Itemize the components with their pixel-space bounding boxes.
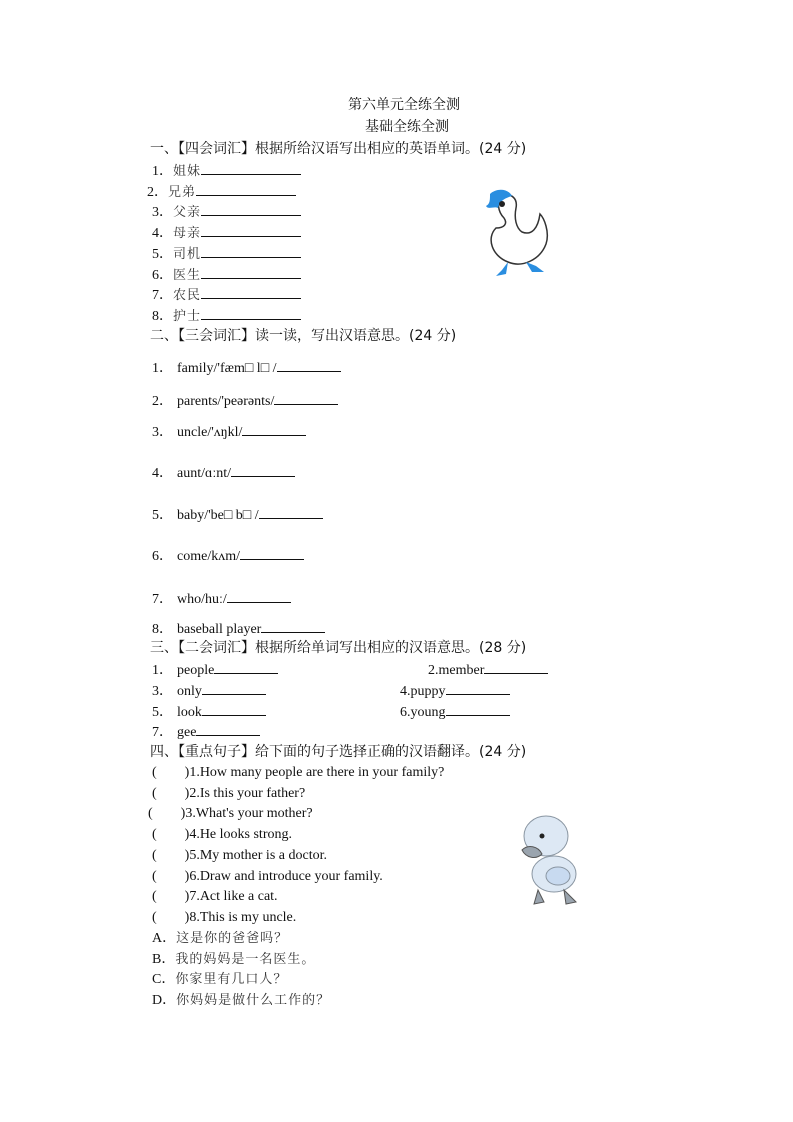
list-item: [152, 422, 306, 442]
list-item: [152, 722, 260, 742]
answer-blank[interactable]: [201, 244, 301, 258]
answer-blank[interactable]: [446, 681, 510, 695]
item-number: 7．: [152, 592, 173, 607]
option-text: 你家里有几口人？: [175, 972, 288, 988]
item-number: 3．: [152, 205, 173, 221]
list-item: [152, 505, 323, 525]
list-item: [152, 702, 266, 722]
answer-blank[interactable]: [201, 202, 301, 216]
item-word: 父亲: [173, 205, 202, 221]
item-word: come/kʌm/: [177, 549, 240, 564]
list-item: [152, 589, 291, 609]
section2-heading: 二、【三会词汇】读一读，写出汉语意思。(24 分): [150, 328, 457, 344]
section4-heading: 四、【重点句子】给下面的句子选择正确的汉语翻译。(24 分): [150, 744, 527, 760]
item-number: 6．: [152, 549, 173, 564]
item-word: gee: [177, 725, 197, 740]
item-number: 4．: [152, 226, 173, 242]
answer-blank[interactable]: [201, 306, 301, 320]
item-word: only: [177, 684, 202, 699]
item-word: 姐妹: [173, 164, 202, 179]
answer-blank[interactable]: [214, 660, 278, 674]
duck-illustration-blue: [482, 188, 554, 284]
item-word: baby/'be□ b□ /: [177, 508, 259, 523]
answer-blank[interactable]: [274, 391, 338, 405]
list-item: [428, 660, 548, 680]
option-text: 这是你的爸爸吗？: [176, 931, 289, 946]
answer-blank[interactable]: [242, 422, 306, 436]
item-word: 农民: [173, 288, 202, 304]
list-item: [152, 681, 266, 701]
item-number: 8．: [152, 622, 173, 637]
sentence-item: ( )1.How many people are there in your family?: [152, 765, 445, 780]
option-letter: B．: [152, 951, 176, 967]
list-item: [152, 202, 301, 222]
answer-blank[interactable]: [202, 681, 266, 695]
section3-heading: 三、【二会词汇】根据所给单词写出相应的汉语意思。(28 分): [150, 640, 527, 656]
item-word: family/'fæm□ l□ /: [177, 361, 277, 376]
item-word: 医生: [173, 267, 202, 283]
list-item: [152, 161, 301, 181]
list-item: [400, 702, 510, 722]
item-number: 5．: [152, 508, 173, 523]
item-word: parents/'peərənts/: [177, 394, 275, 409]
page-subtitle: 基础全练全测: [365, 119, 449, 135]
option-item: [152, 992, 330, 1010]
item-word: 4.puppy: [400, 684, 446, 699]
option-letter: A．: [152, 931, 177, 946]
item-word: uncle/'ʌŋkl/: [177, 425, 243, 440]
item-number: 8．: [152, 308, 173, 324]
item-number: 5．: [152, 705, 173, 720]
option-text: 我的妈妈是一名医生。: [175, 951, 316, 967]
answer-blank[interactable]: [202, 702, 266, 716]
item-word: 6.young: [400, 705, 446, 720]
answer-blank[interactable]: [446, 702, 510, 716]
list-item: [400, 681, 510, 701]
item-word: 兄弟: [168, 184, 197, 200]
list-item: [147, 182, 296, 202]
answer-blank[interactable]: [201, 265, 301, 279]
item-number: 5．: [152, 246, 173, 262]
list-item: [152, 285, 301, 305]
item-number: 7．: [152, 288, 173, 304]
option-item: [152, 971, 287, 989]
item-word: people: [177, 663, 215, 678]
sentence-item: ( )5.My mother is a doctor.: [152, 847, 327, 863]
sentence-item: ( )8.This is my uncle.: [152, 909, 297, 925]
list-item: [152, 265, 301, 285]
list-item: [152, 306, 301, 326]
answer-blank[interactable]: [259, 505, 323, 519]
sentence-item: ( )2.Is this your father?: [152, 785, 306, 801]
list-item: [152, 358, 341, 378]
option-text: 你妈妈是做什么工作的？: [176, 993, 331, 1009]
option-letter: D．: [152, 993, 177, 1009]
list-item: [152, 546, 304, 566]
item-word: look: [177, 705, 202, 720]
section1-heading: 一、【四会词汇】根据所给汉语写出相应的英语单词。(24 分): [150, 141, 527, 157]
item-number: 7．: [152, 725, 173, 740]
list-item: [152, 660, 278, 680]
duck-illustration-grey: [518, 814, 580, 906]
item-word: aunt/ɑːnt/: [177, 466, 231, 481]
list-item: [152, 463, 295, 483]
item-word: 母亲: [173, 226, 202, 242]
item-number: 3．: [152, 425, 173, 440]
item-number: 2．: [152, 394, 173, 409]
item-number: 4．: [152, 466, 173, 481]
sentence-item: ( )7.Act like a cat.: [152, 889, 278, 905]
option-letter: C．: [152, 972, 176, 988]
item-word: baseball player: [177, 622, 262, 637]
answer-blank[interactable]: [196, 722, 260, 736]
list-item: [152, 391, 338, 411]
sentence-item: ( )4.He looks strong.: [152, 827, 292, 843]
item-number: 2．: [147, 184, 168, 200]
list-item: [152, 244, 301, 264]
sentence-item: ( )6.Draw and introduce your family.: [152, 868, 383, 884]
item-number: 1．: [152, 361, 173, 376]
option-item: [152, 930, 288, 948]
answer-blank[interactable]: [231, 463, 295, 477]
list-item: [152, 223, 301, 243]
answer-blank[interactable]: [261, 619, 325, 633]
answer-blank[interactable]: [201, 285, 301, 299]
answer-blank[interactable]: [240, 546, 304, 560]
item-number: 6．: [152, 267, 173, 283]
page-title: 第六单元全练全测: [348, 97, 460, 113]
answer-blank[interactable]: [201, 161, 301, 175]
item-number: 1．: [152, 164, 173, 179]
item-word: who/huː/: [177, 592, 227, 607]
sentence-item: ( )3.What's your mother?: [148, 806, 313, 822]
item-number: 3．: [152, 684, 173, 699]
item-number: 1．: [152, 663, 173, 678]
item-word: 2.member: [428, 663, 485, 678]
item-word: 司机: [173, 246, 202, 262]
answer-blank[interactable]: [196, 182, 296, 196]
answer-blank[interactable]: [227, 589, 291, 603]
list-item: [152, 619, 325, 639]
answer-blank[interactable]: [277, 358, 341, 372]
option-item: [152, 951, 315, 969]
answer-blank[interactable]: [201, 223, 301, 237]
item-word: 护士: [173, 308, 202, 324]
answer-blank[interactable]: [484, 660, 548, 674]
